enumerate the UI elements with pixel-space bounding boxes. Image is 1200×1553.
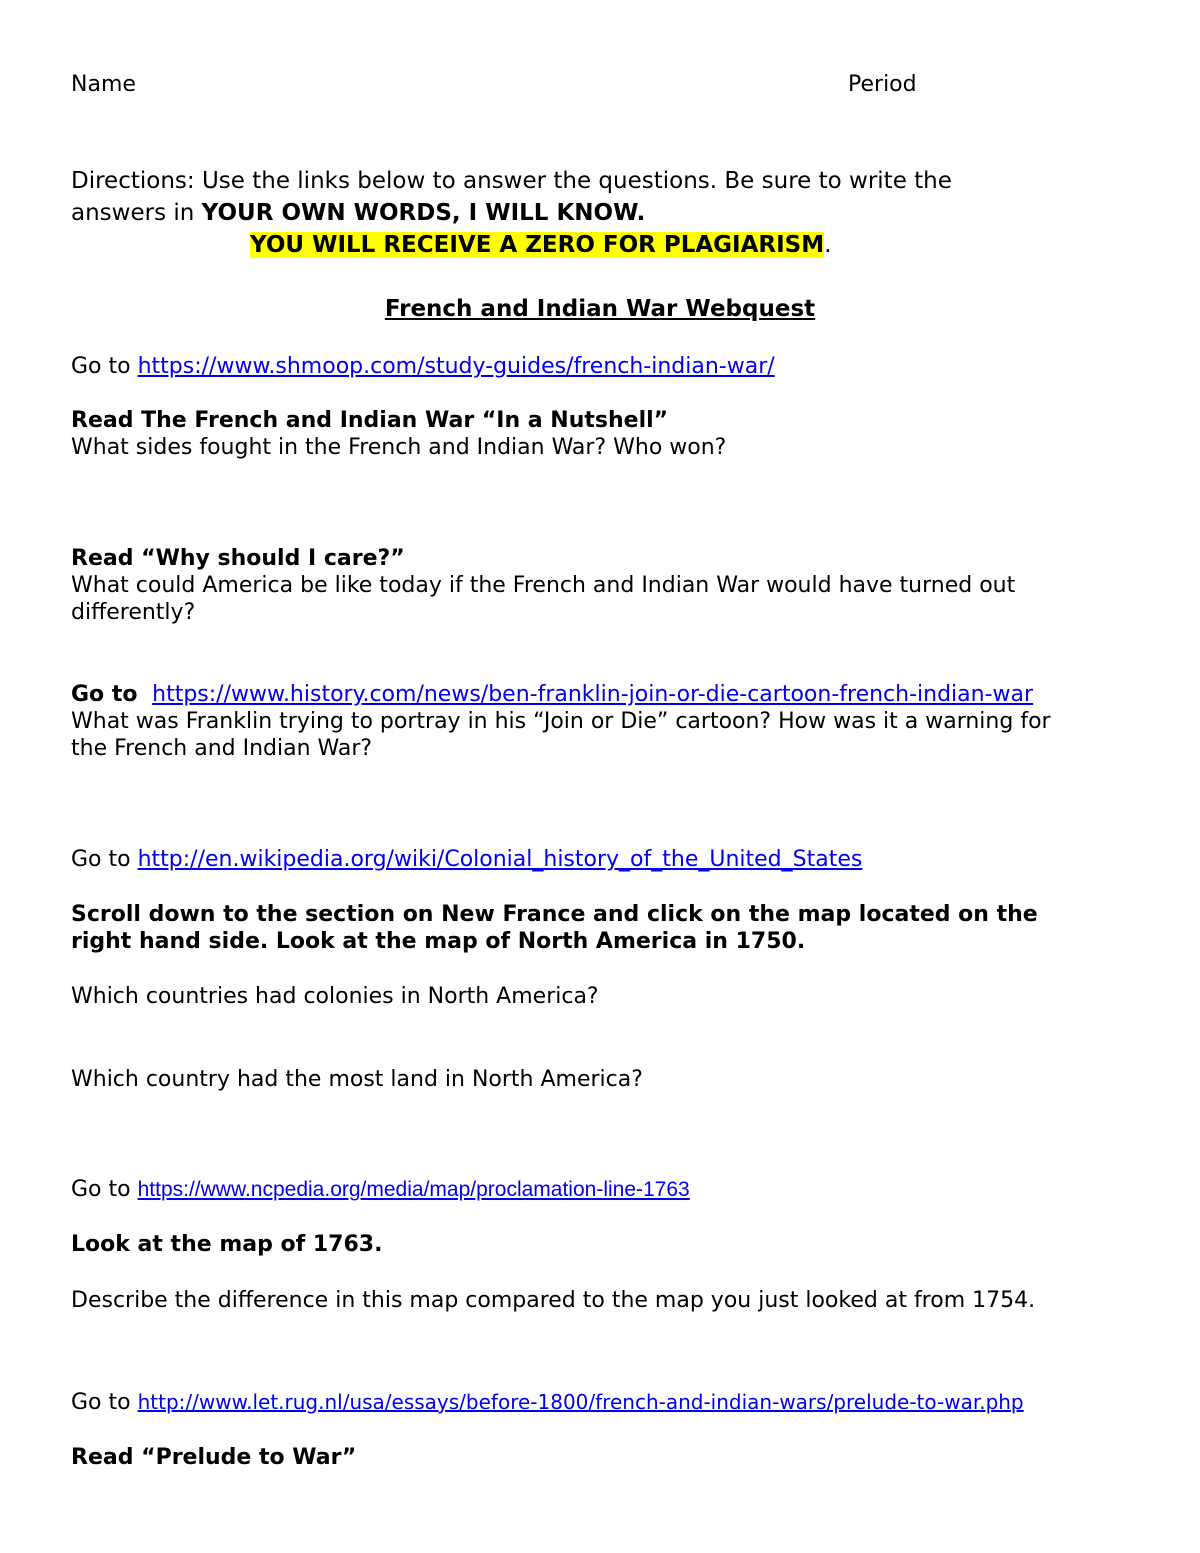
ncpedia-link[interactable]: https://www.ncpedia.org/media/map/proclamation-line-1763 [137,1178,690,1201]
section3-question-line-1: What was Franklin trying to portray in his “Join or Die” cartoon? How was it a warning for [71,709,1051,734]
plagiarism-warning-text: YOU WILL RECEIVE A ZERO FOR PLAGIARISM [250,232,825,258]
history-com-link[interactable]: https://www.history.com/news/ben-franklin-join-or-die-cartoon-french-indian-war [152,682,1034,707]
shmoop-link[interactable]: https://www.shmoop.com/study-guides/french-indian-war/ [137,354,775,379]
section5-question: Describe the difference in this map compared to the map you just looked at from 1754. [71,1288,1036,1313]
directions-line-1: Directions: Use the links below to answer the questions. Be sure to write the [71,168,952,194]
goto-label: Go to [71,682,146,707]
section2-read-instruction: Read “Why should I care?” [71,546,405,571]
period-label: Period [848,72,917,97]
wikipedia-link[interactable]: http://en.wikipedia.org/wiki/Colonial_history_of_the_United_States [137,847,863,872]
directions-prefix: answers in [71,200,202,226]
section5-instruction: Look at the map of 1763. [71,1232,383,1257]
goto-label: Go to [71,1390,138,1415]
section3-goto [71,682,1033,707]
section4-question-1: Which countries had colonies in North America? [71,984,599,1009]
section1-goto [71,354,775,379]
directions-emphasis: YOUR OWN WORDS, I WILL KNOW. [201,200,646,226]
name-label: Name [71,72,136,97]
section2-question-line-2: differently? [71,600,196,625]
section3-question-line-2: the French and Indian War? [71,736,373,761]
section6-read-instruction: Read “Prelude to War” [71,1445,357,1470]
plagiarism-warning-period: . [824,232,832,258]
plagiarism-warning [250,232,831,258]
page-title: French and Indian War Webquest [384,296,816,322]
section4-goto [71,847,862,872]
section1-question: What sides fought in the French and Indian War? Who won? [71,435,727,460]
goto-label: Go to [71,354,138,379]
goto-label: Go to [71,847,138,872]
section2-question-line-1: What could America be like today if the French and Indian War would have turned out [71,573,1016,598]
section6-goto [71,1390,1024,1415]
section5-goto [71,1177,690,1202]
directions-line-2 [71,200,645,226]
let-rug-link[interactable]: http://www.let.rug.nl/usa/essays/before-1800/french-and-indian-wars/prelude-to-war.php [137,1390,1024,1414]
section4-question-2: Which country had the most land in North America? [71,1067,643,1092]
section4-instruction-line-1: Scroll down to the section on New France and click on the map located on the [71,902,1038,927]
section4-instruction-line-2: right hand side. Look at the map of North America in 1750. [71,929,806,954]
goto-label: Go to [71,1177,138,1202]
section1-read-instruction: Read The French and Indian War “In a Nutshell” [71,408,669,433]
